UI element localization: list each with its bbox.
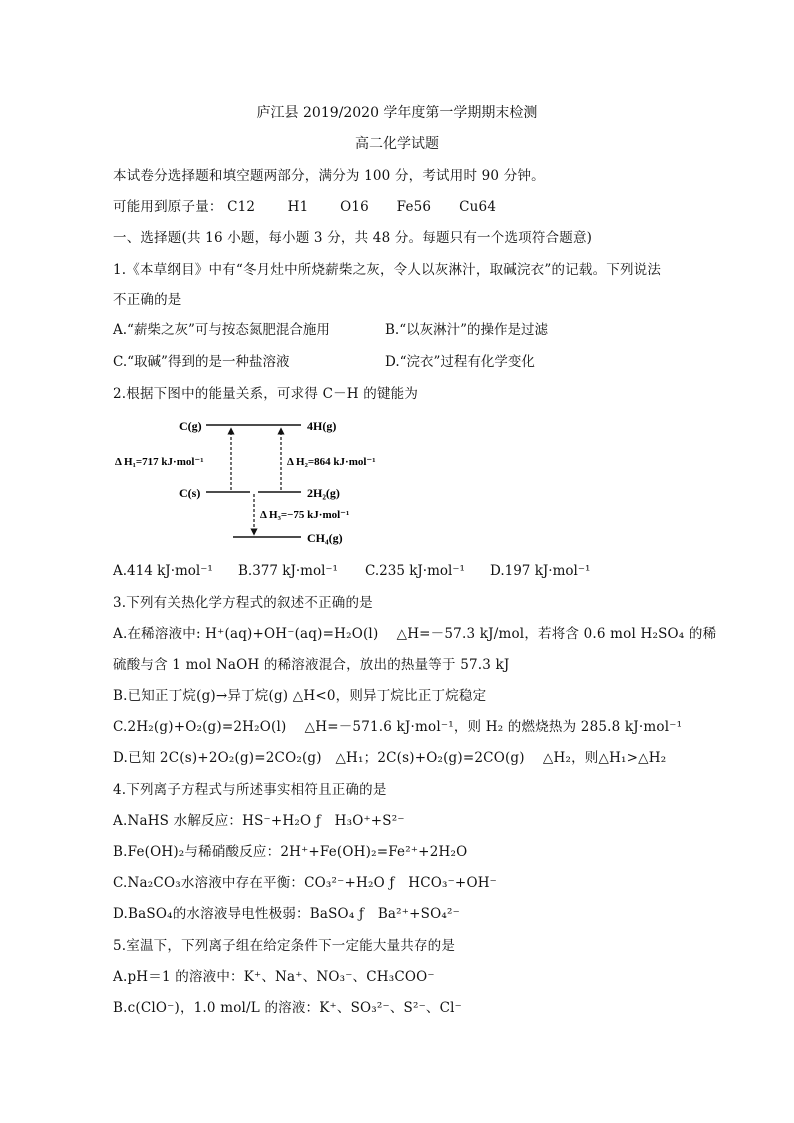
atomic-mass-h: H1 [287,199,309,215]
atomic-mass-label: 可能用到原子量： [113,199,223,215]
q1-option-a: A.“薪柴之灰”可与按态氮肥混合施用 [113,322,330,338]
atomic-mass-c: C12 [227,199,256,215]
q1-option-d: D.“浣衣”过程有化学变化 [385,354,535,370]
q4-option-d: D.BaSO₄的水溶液导电性极弱：BaSO₄ ƒ Ba²⁺+SO₄²⁻ [113,906,460,922]
atomic-mass-row [113,198,496,216]
energy-level-diagram [113,411,413,546]
q3-option-b: B.已知正丁烷(g)→异丁烷(g) △H<0，则异丁烷比正丁烷稳定 [113,688,487,704]
q4-option-c: C.Na₂CO₃水溶液中存在平衡：CO₃²⁻+H₂O ƒ HCO₃⁻+OH⁻ [113,875,498,891]
q1-option-b: B.“以灰淋汁”的操作是过滤 [385,322,549,338]
q4-option-b: B.Fe(OH)₂与稀硝酸反应：2H⁺+Fe(OH)₂=Fe²⁺+2H₂O [113,844,468,860]
label-2h2g: 2H₂(g) [307,486,340,500]
q1-stem-line2: 不正确的是 [113,292,182,308]
q3-stem: 3.下列有关热化学方程式的叙述不正确的是 [113,595,373,611]
exam-subtitle: 高二化学试题 [355,136,439,152]
q5-option-b: B.c(ClO⁻)，1.0 mol/L 的溶液：K⁺、SO₃²⁻、S²⁻、Cl⁻ [113,1000,462,1016]
q2-option-d: D.197 kJ·mol⁻¹ [490,563,591,579]
q2-option-b: B.377 kJ·mol⁻¹ [238,563,338,579]
atomic-mass-o: O16 [340,199,369,215]
label-dh2: Δ H₂=864 kJ·mol⁻¹ [287,456,376,468]
q3-option-d: D.已知 2C(s)+2O₂(g)=2CO₂(g) △H₁；2C(s)+O₂(g)=2CO(g) △H₂，则△H₁>△H₂ [113,750,667,766]
section-heading: 一、选择题(共 16 小题，每小题 3 分，共 48 分。每题只有一个选项符合题意) [113,230,593,246]
q3-option-a-line1: A.在稀溶液中: H⁺(aq)+OH⁻(aq)=H₂O(l) △H=－57.3 kJ/mol，若将含 0.6 mol H₂SO₄ 的稀 [113,626,717,642]
q4-option-a: A.NaHS 水解反应：HS⁻+H₂O ƒ H₃O⁺+S²⁻ [113,813,405,829]
q2-option-c: C.235 kJ·mol⁻¹ [365,563,465,579]
atomic-mass-fe: Fe56 [396,199,432,215]
label-dh1: Δ H₁=717 kJ·mol⁻¹ [115,456,204,468]
intro-text: 本试卷分选择题和填空题两部分，满分为 100 分，考试用时 90 分钟。 [113,168,545,184]
label-cg: C(g) [179,419,202,433]
q5-option-a: A.pH＝1 的溶液中：K⁺、Na⁺、NO₃⁻、CH₃COO⁻ [113,969,435,985]
exam-title: 庐江县 2019/2020 学年度第一学期期末检测 [256,105,538,121]
q1-stem-line1: 1.《本草纲目》中有“冬月灶中所烧薪柴之灰，令人以灰淋汁，取碱浣衣”的记载。下列说法 [113,262,662,278]
label-ch4g: CH₄(g) [307,531,343,545]
label-dh3: Δ H₃=−75 kJ·mol⁻¹ [260,509,350,521]
label-cs: C(s) [179,486,201,500]
label-4hg: 4H(g) [307,419,337,433]
q3-option-c: C.2H₂(g)+O₂(g)=2H₂O(l) △H=－571.6 kJ·mol⁻¹，则 H₂ 的燃烧热为 285.8 kJ·mol⁻¹ [113,719,683,735]
q1-option-c: C.“取碱”得到的是一种盐溶液 [113,354,290,370]
q4-stem: 4.下列离子方程式与所述事实相符且正确的是 [113,782,387,798]
q2-option-a: A.414 kJ·mol⁻¹ [113,563,213,579]
q5-stem: 5.室温下，下列离子组在给定条件下一定能大量共存的是 [113,938,456,954]
q3-option-a-line2: 硫酸与含 1 mol NaOH 的稀溶液混合，放出的热量等于 57.3 kJ [113,657,510,673]
q2-stem: 2.根据下图中的能量关系，可求得 C－H 的键能为 [113,386,419,402]
atomic-mass-cu: Cu64 [459,199,497,215]
